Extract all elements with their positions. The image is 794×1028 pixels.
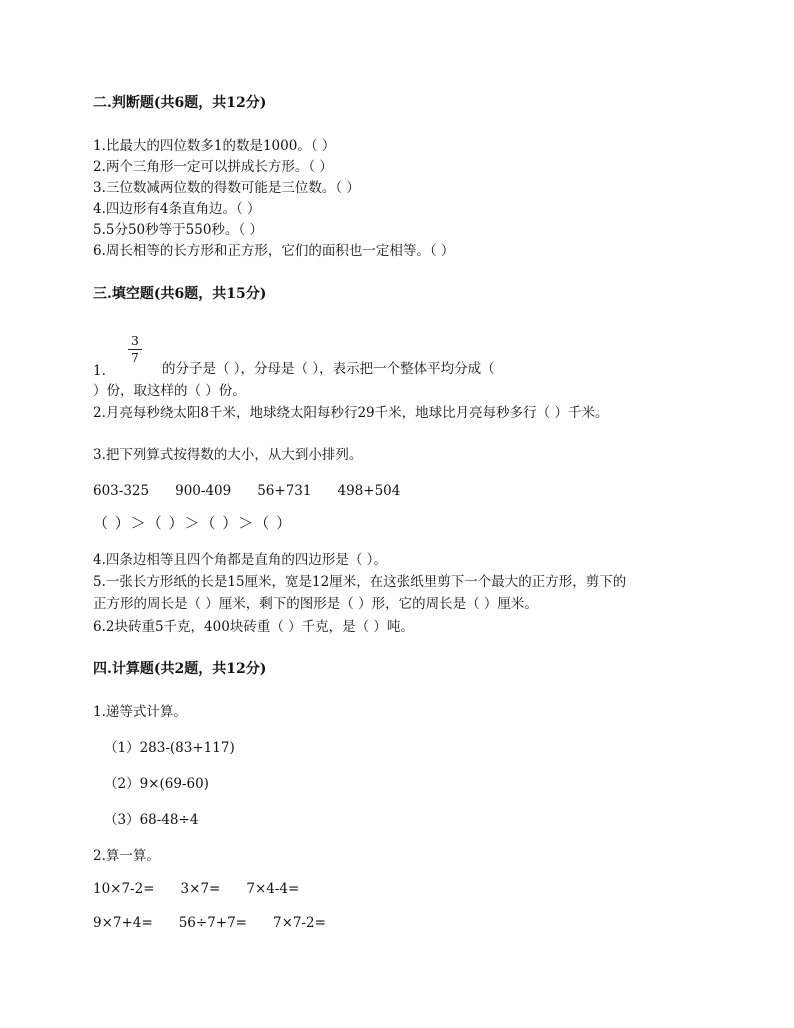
fraction-denominator: 7	[131, 351, 139, 365]
calc-item-2: 2.算一算。	[93, 848, 160, 864]
fill-item-1-line1: 的分子是（ ），分母是（ ），表示把一个整体平均分成（	[162, 361, 495, 377]
section-title-calculation: 四.计算题(共2题，共12分)	[93, 661, 267, 677]
fill-item-3: 3.把下列算式按得数的大小，从大到小排列。	[93, 447, 363, 463]
expression-list	[93, 482, 400, 500]
calc-subitem-2: （2）9×(69-60)	[104, 776, 209, 792]
section-title-judgment: 二.判断题(共6题，共12分)	[93, 95, 267, 111]
section-title-fill: 三.填空题(共6题，共15分)	[93, 286, 267, 302]
fill-item-6: 6.2块砖重5千克，400块砖重（ ）千克，是（ ）吨。	[93, 619, 414, 635]
order-blanks: （ ）＞（ ）＞（ ）＞（ ）	[93, 514, 293, 532]
fill-item-4: 4.四条边相等且四个角都是直角的四边形是（ ）。	[93, 552, 387, 568]
judgment-item-1: 1.比最大的四位数多1的数是1000。（ ）	[93, 138, 336, 154]
expression: 603-325	[93, 483, 150, 499]
calc-row-1	[93, 880, 299, 898]
calc-expression: 56÷7+7=	[178, 915, 247, 931]
fraction-bar	[128, 349, 142, 350]
calc-item-1: 1.递等式计算。	[93, 704, 187, 720]
fill-item-5-line1: 5.一张长方形纸的长是15厘米，宽是12厘米，在这张纸里剪下一个最大的正方形，剪下的	[93, 574, 627, 590]
fill-item-2: 2.月亮每秒绕太阳8千米，地球绕太阳每秒行29千米，地球比月亮每秒多行（ ）千米。	[93, 405, 609, 421]
fill-item-1-line2: ）份，取这样的（ ）份。	[93, 383, 246, 399]
calc-expression: 10×7-2=	[93, 881, 155, 897]
judgment-item-5: 5.5分50秒等于550秒。（ ）	[93, 222, 263, 238]
calc-expression: 7×7-2=	[273, 915, 326, 931]
judgment-item-2: 2.两个三角形一定可以拼成长方形。（ ）	[93, 159, 333, 175]
judgment-item-6: 6.周长相等的长方形和正方形，它们的面积也一定相等。（ ）	[93, 243, 455, 259]
expression: 56+731	[257, 483, 312, 499]
fill-item-5-line2: 正方形的周长是（ ）厘米，剩下的图形是（ ）形，它的周长是（ ）厘米。	[93, 596, 538, 612]
calc-subitem-1: （1）283-(83+117)	[104, 740, 235, 756]
calc-expression: 9×7+4=	[93, 915, 153, 931]
fill-item-1-prefix: 1.	[93, 363, 106, 379]
expression: 498+504	[337, 483, 401, 499]
calc-subitem-3: （3）68-48÷4	[104, 812, 199, 828]
judgment-item-3: 3.三位数减两位数的得数可能是三位数。（ ）	[93, 180, 360, 196]
calc-expression: 7×4-4=	[246, 881, 300, 897]
expression: 900-409	[175, 483, 232, 499]
calc-expression: 3×7=	[180, 881, 221, 897]
fraction-numerator: 3	[131, 334, 139, 348]
fraction-three-sevenths	[128, 334, 142, 365]
judgment-item-4: 4.四边形有4条直角边。（ ）	[93, 201, 261, 217]
calc-row-2	[93, 914, 326, 932]
